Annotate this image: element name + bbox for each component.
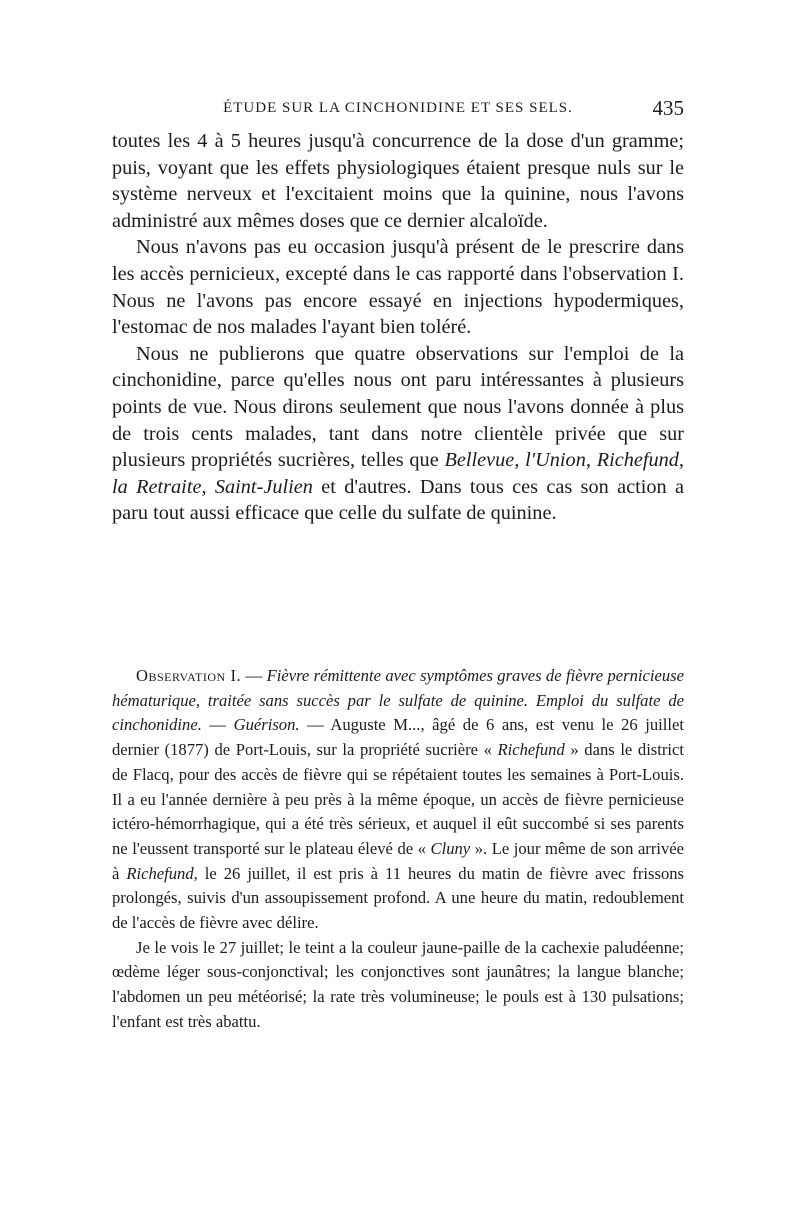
paragraph-pernicious-access: Nous n'avons pas eu occasion jusqu'à présent de le prescrire dans les accès pernicieux, excepté dans le cas rapporté dans l'observation I. Nous ne l'avons pas encore essayé en injections hypodermiques, l'estomac de nos malades l'ayant bien toléré.	[112, 236, 684, 339]
observation-text: , le 26 juillet, il est pris à 11 heures du matin de fièvre avec frissons prolongés, suivis d'un assoupissement profond. A une heure du matin, redoublement de l'accès de fièvre avec délire.	[112, 863, 684, 933]
paragraph-text: Nous ne publierons que quatre observations sur l'emploi de la cinchonidine, parce qu'elles nous ont paru intéressantes à plusieurs points de vue. Nous dirons seulement que nous l'avons donnée à plus de trois cents malades, tant dans notre clientèle privée que sur plusieurs propriétés sucrières, telles que	[112, 342, 684, 472]
observation-paragraph	[112, 664, 684, 936]
estate-names: Bellevue, l'Union, Richefund, la Retraite, Saint-Julien	[112, 449, 684, 498]
observation-section	[112, 664, 684, 1035]
running-head	[112, 98, 684, 124]
paragraph-observations	[112, 341, 684, 527]
place-name: Cluny	[430, 838, 471, 858]
observation-label: Observation I.	[136, 666, 242, 685]
dash: —	[299, 715, 331, 735]
dash: —	[201, 715, 234, 735]
estate-name: Richefund	[497, 740, 565, 760]
observation-text: ». Le jour même de son arrivée à	[112, 838, 684, 883]
observation-text: Auguste M..., âgé de 6 ans, est venu le 26 juillet dernier (1877) de Port-Louis, sur la propriété sucrière «	[112, 715, 684, 760]
running-title: ÉTUDE SUR LA CINCHONIDINE ET SES SELS.	[223, 100, 573, 116]
main-text	[112, 128, 684, 527]
observation-outcome: Guérison.	[233, 715, 300, 735]
observation-text: » dans le district de Flacq, pour des accès de fièvre qui se répétaient toutes les semaines à Port-Louis. Il a eu l'année dernière à peu près à la même époque, un accès de fièvre pernicieuse ictéro-hémorrhagique, qui a été très sérieux, et auquel il eût succombé si ses parents ne l'eussent transporté sur le plateau élevé de «	[112, 740, 684, 858]
paragraph-continuation: toutes les 4 à 5 heures jusqu'à concurrence de la dose d'un gramme; puis, voyant que les effets physiologiques étaient presque nuls sur le système nerveux et l'excitaient moins que la quinine, nous l'avons administré aux mêmes doses que ce dernier alcaloïde.	[112, 130, 684, 232]
dash: —	[241, 666, 267, 685]
observation-title: Fièvre rémittente avec symptômes graves de fièvre pernicieuse hématurique, traitée sans succès par le sulfate de quinine. Emploi du sulfate de cinchonidine.	[112, 666, 684, 735]
estate-name: Richefund	[126, 863, 194, 883]
paragraph-text: et d'autres. Dans tous ces cas son action a paru tout aussi efficace que celle du sulfate de quinine.	[112, 475, 684, 525]
observation-paragraph-exam: Je le vois le 27 juillet; le teint a la couleur jaune-paille de la cachexie paludéenne; œdème léger sous-conjonctival; les conjonctives sont jaunâtres; la langue blanche; l'abdomen un peu météorisé; la rate très volumineuse; le pouls est à 130 pulsations; l'enfant est très abattu.	[112, 937, 684, 1031]
page-number: 435	[652, 96, 684, 120]
